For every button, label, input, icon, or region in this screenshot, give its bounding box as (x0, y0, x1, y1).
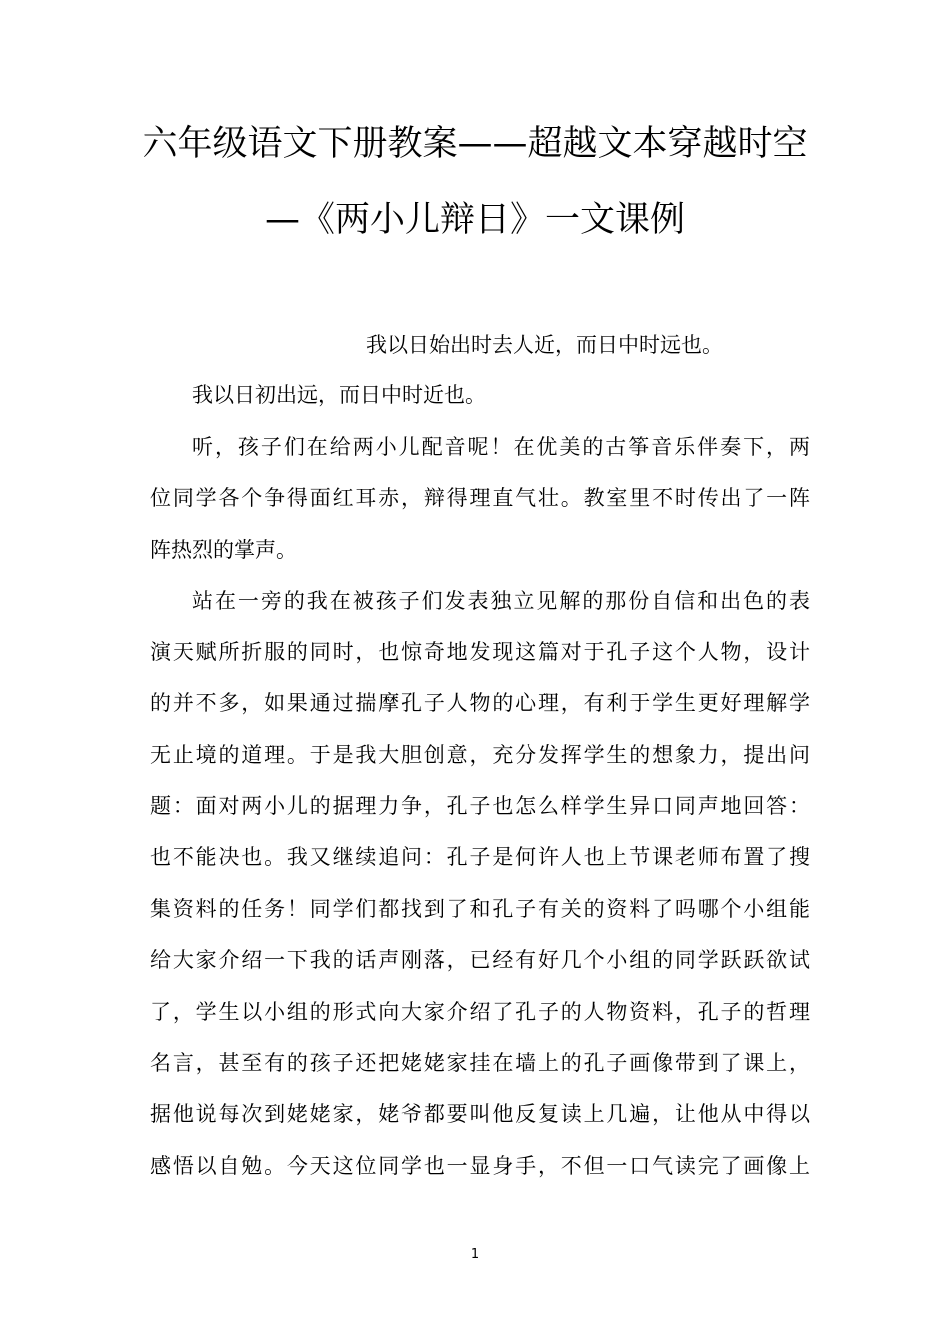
document-title-line-2: —《两小儿辩日》一文课例 (264, 200, 685, 240)
paragraph-2-line-7: 集资料的任务！同学们都找到了和孔子有关的资料了吗哪个小组能 (150, 897, 810, 921)
quote-line-2: 我以日初出远，而日中时近也。 (192, 383, 486, 407)
paragraph-2-line-4: 无止境的道理。于是我大胆创意，充分发挥学生的想象力，提出问 (150, 743, 810, 767)
paragraph-2-line-5: 题：面对两小儿的据理力争，孔子也怎么样学生异口同声地回答： (150, 794, 810, 818)
page-number: 1 (470, 1247, 480, 1262)
paragraph-2-line-12: 感悟以自勉。今天这位同学也一显身手，不但一口气读完了画像上 (150, 1154, 810, 1178)
paragraph-2-line-1: 站在一旁的我在被孩子们发表独立见解的那份自信和出色的表 (192, 589, 810, 613)
paragraph-1-line-2: 位同学各个争得面红耳赤，辩得理直气壮。教室里不时传出了一阵 (150, 486, 810, 510)
document-title-line-1: 六年级语文下册教案——超越文本穿越时空 (142, 124, 808, 164)
paragraph-1-line-3: 阵热烈的掌声。 (150, 538, 297, 562)
paragraph-2-line-9: 了，学生以小组的形式向大家介绍了孔子的人物资料，孔子的哲理 (150, 1000, 810, 1024)
paragraph-2-line-6: 也不能决也。我又继续追问：孔子是何许人也上节课老师布置了搜 (150, 845, 810, 869)
paragraph-2-line-2: 演天赋所折服的同时，也惊奇地发现这篇对于孔子这个人物，设计 (150, 640, 810, 664)
paragraph-2-line-11: 据他说每次到姥姥家，姥爷都要叫他反复读上几遍，让他从中得以 (150, 1102, 810, 1126)
paragraph-2-line-10: 名言，甚至有的孩子还把姥姥家挂在墙上的孔子画像带到了课上， (150, 1051, 810, 1075)
paragraph-2-line-3: 的并不多，如果通过揣摩孔子人物的心理，有利于学生更好理解学 (150, 691, 810, 715)
paragraph-1-line-1: 听，孩子们在给两小儿配音呢！在优美的古筝音乐伴奏下，两 (192, 435, 810, 459)
quote-line-1: 我以日始出时去人近，而日中时远也。 (366, 333, 723, 357)
paragraph-2-line-8: 给大家介绍一下我的话声刚落，已经有好几个小组的同学跃跃欲试 (150, 948, 810, 972)
